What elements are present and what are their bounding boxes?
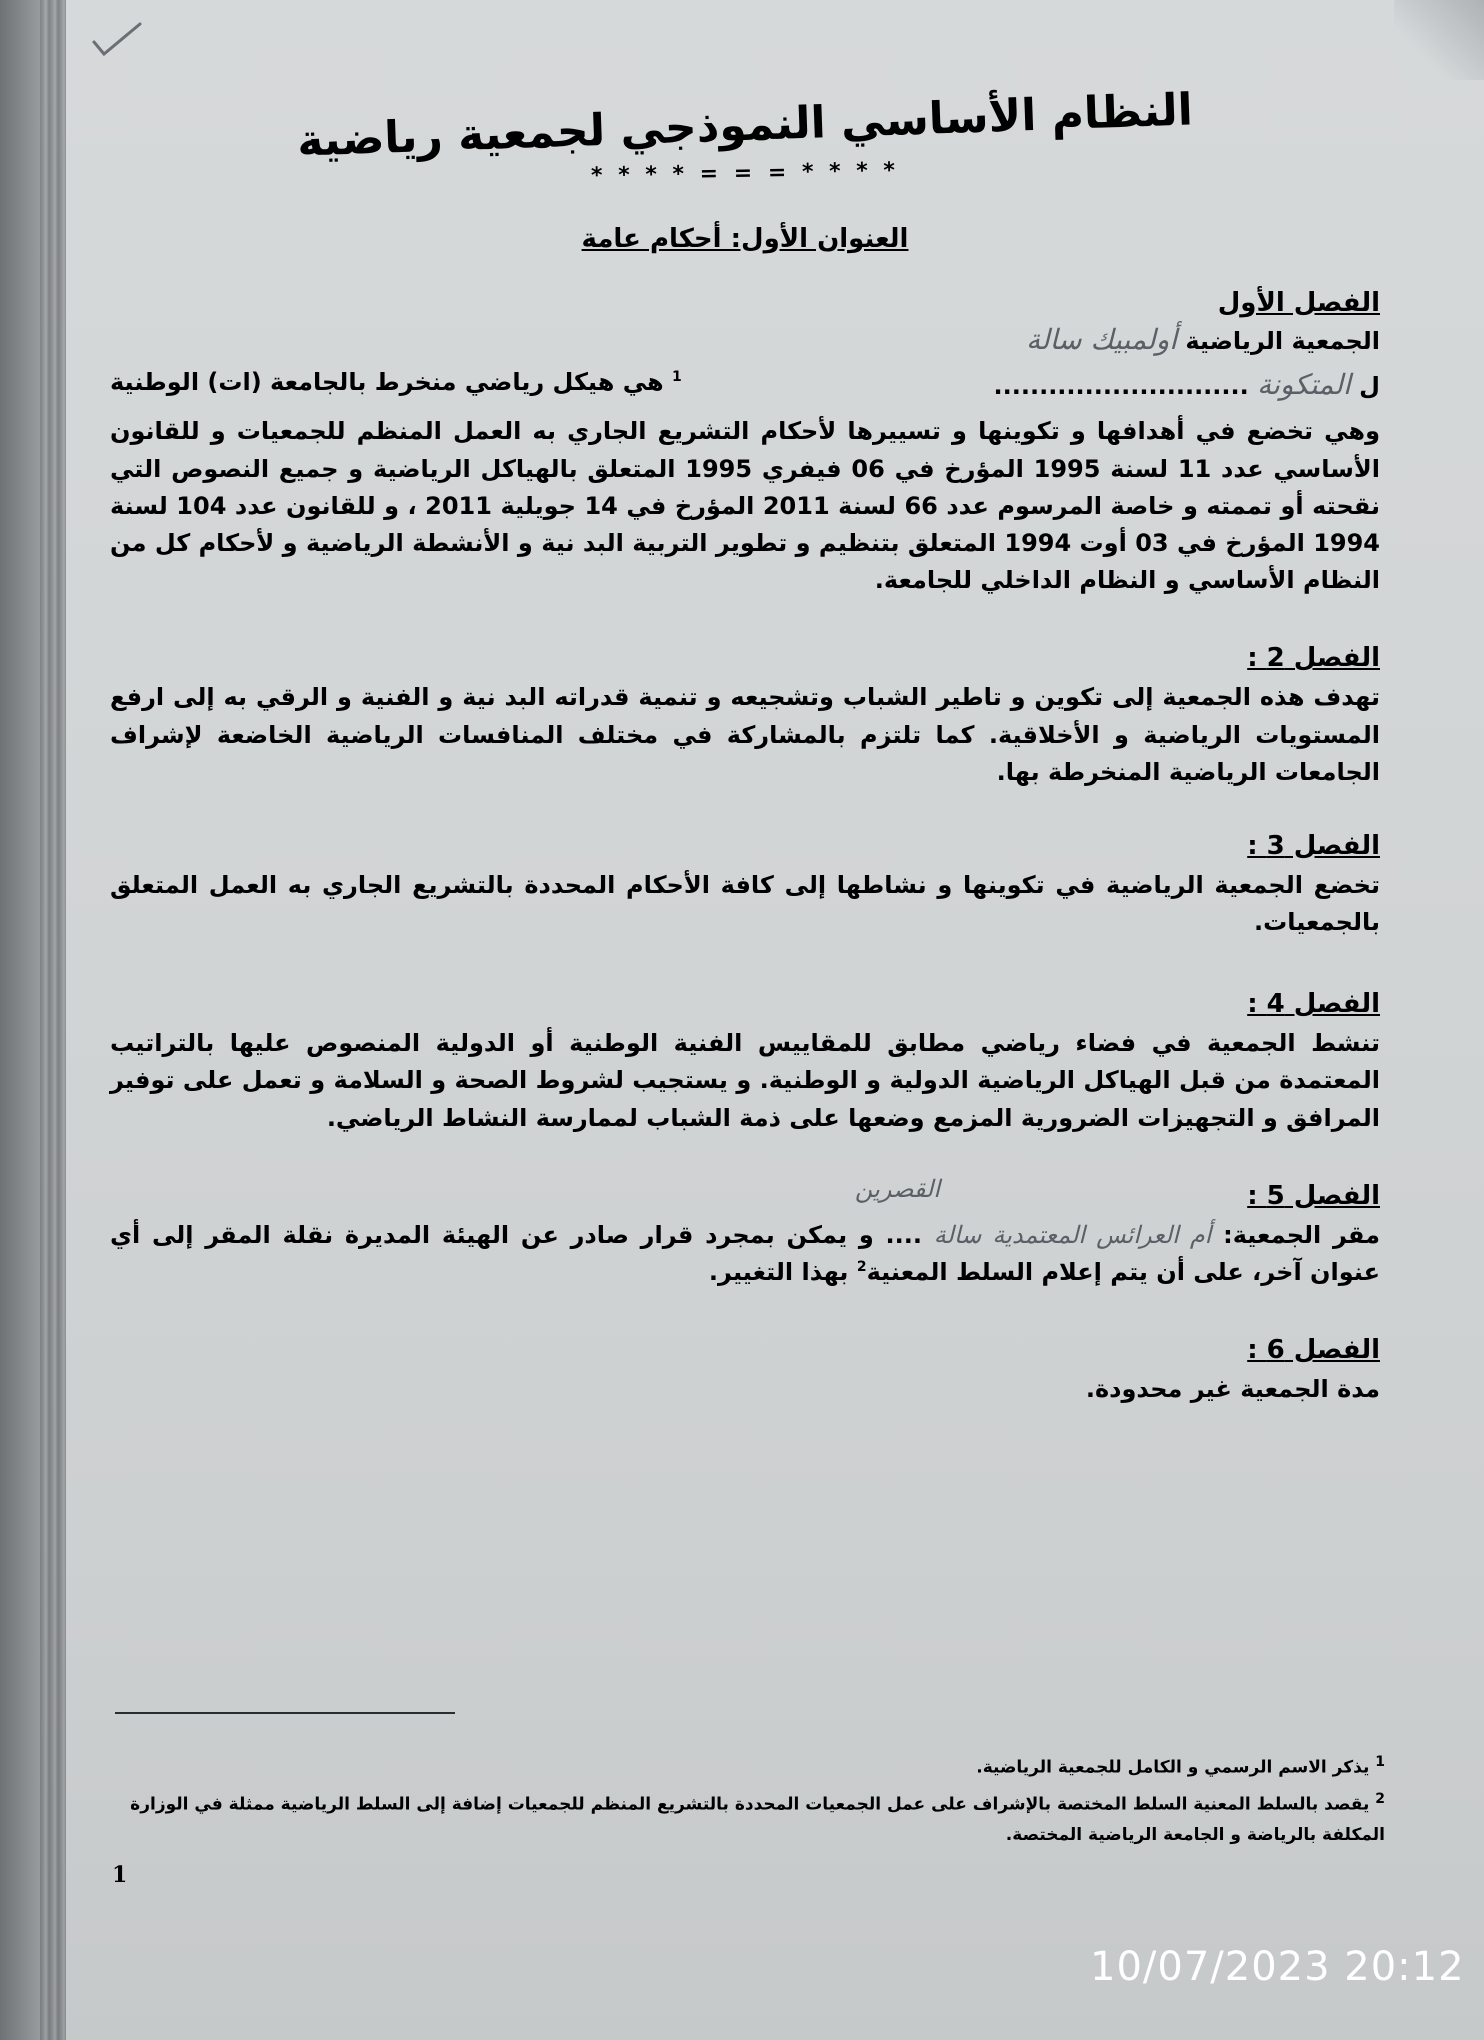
association-label: الجمعية الرياضية bbox=[1185, 326, 1380, 355]
seat-handwritten: أم العرائس المعتمدية سالة bbox=[933, 1220, 1212, 1249]
chapter-5-heading: الفصل 5 : bbox=[1247, 1180, 1380, 1211]
part-heading: العنوان الأول: أحكام عامة bbox=[581, 223, 909, 254]
footnote-2 bbox=[110, 1787, 1385, 1850]
footnote-2-text: يقصد بالسلط المعنية السلط المختصة بالإشراف على عمل الجمعيات المحددة بالتشريع المنظم للجمعيات إضافة إلى السلط الرياضية ممثلة في الوزارة المكلفة بالرياضة و الجامعة الرياضية المختصة. bbox=[130, 1795, 1385, 1845]
chapter-2-heading: الفصل 2 : bbox=[1247, 643, 1380, 674]
seat-text: و يمكن بمجرد قرار صادر عن الهيئة المديرة نقلة المقر إلى أي عنوان آخر، على أن يتم إعلام السلط المعنية bbox=[110, 1220, 1380, 1287]
footnote-mark-1: 1 bbox=[1375, 1754, 1385, 1770]
chapter-3-heading: الفصل 3 : bbox=[1247, 830, 1380, 861]
document-title: النظام الأساسي النموذجي لجمعية رياضية bbox=[296, 84, 1194, 167]
page-number: 1 bbox=[112, 1862, 128, 1888]
chapter-2-body: تهدف هذه الجمعية إلى تكوين و تاطير الشباب وتشجيعه و تنمية قدراته البد نية و الفنية و الرقي به إلى ارفع المستويات الرياضية و الأخلاقية. كما تلتزم بالمشاركة في مختلف المنافسات الرياضية الخاضعة لإشراف الجامعات الرياضية المنخرطة بها. bbox=[110, 683, 1380, 786]
chapter-4-body: تنشط الجمعية في فضاء رياضي مطابق للمقاييس الفنية الوطنية أو الدولية المنصوص عليها بالتراتيب المعتمدة من قبل الهياكل الرياضية الدولية و الوطنية. و يستجيب لشروط الصحة و السلامة و تعمل على توفير المرافق و التجهيزات الضرورية المزمع وضعها على ذمة الشباب لممارسة النشاط الرياضي. bbox=[110, 1029, 1380, 1132]
footnote-divider bbox=[115, 1712, 455, 1714]
fill-dots: ............................ bbox=[993, 371, 1249, 400]
handwritten-fill: المتكونة bbox=[1257, 367, 1351, 401]
footnote-1-text: يذكر الاسم الرسمي و الكامل للجمعية الرياضية. bbox=[976, 1757, 1370, 1778]
seat-label: مقر الجمعية: bbox=[1223, 1220, 1381, 1249]
footnote-ref-1: 1 bbox=[671, 368, 682, 385]
title-separator: * * * * = = = * * * * bbox=[590, 158, 900, 189]
footnote-1 bbox=[110, 1750, 1385, 1783]
line-prefix: ل bbox=[1359, 371, 1380, 400]
chapter-5-heading-row bbox=[110, 1174, 1380, 1211]
handwritten-note: القصرين bbox=[854, 1174, 940, 1203]
chapter-4-heading: الفصل 4 : bbox=[1247, 989, 1380, 1020]
chapter-5-body bbox=[110, 1217, 1380, 1291]
stacked-page-edges bbox=[40, 0, 66, 2040]
fill-dots: .... bbox=[885, 1220, 922, 1249]
chapter-1-structure-line bbox=[110, 363, 1380, 408]
chapter-6-body: مدة الجمعية غير محدودة. bbox=[1085, 1375, 1380, 1404]
footnote-ref-2: 2 bbox=[856, 1259, 867, 1276]
chapter-3-body: تخضع الجمعية الرياضية في تكوينها و نشاطها إلى كافة الأحكام المحددة بالتشريع الجاري به العمل المتعلق بالجمعيات. bbox=[110, 870, 1380, 937]
chapter-6-heading: الفصل 6 : bbox=[1247, 1335, 1380, 1366]
footnote-mark-2: 2 bbox=[1375, 1791, 1385, 1808]
association-name-handwritten: أولمبيك سالة bbox=[1026, 322, 1178, 356]
structure-text: هي هيكل رياضي منخرط بالجامعة (ات) الوطنية bbox=[110, 367, 664, 396]
chapter-1-body: وهي تخضع في أهدافها و تكوينها و تسييرها لأحكام التشريع الجاري به العمل المنظم للجمعيات و للقانون الأساسي عدد 11 لسنة 1995 المؤرخ في 06 فيفري 1995 المتعلق بالهياكل الرياضية و جميع النصوص التي نقحته أو تممته و خاصة المرسوم عدد 66 لسنة 2011 المؤرخ في 14 جويلية 2011 ، و للقانون عدد 104 لسنة 1994 المؤرخ في 03 أوت 1994 المتعلق بتنظيم و تطوير التربية البد نية و الأنشطة الرياضية و لأحكام كل من النظام الأساسي و النظام الداخلي للجامعة. bbox=[110, 417, 1381, 595]
pen-mark-icon bbox=[90, 20, 146, 60]
chapter-1-association-line bbox=[110, 318, 1380, 363]
document-body bbox=[110, 84, 1381, 1408]
photo-timestamp: 10/07/2023 20:12 bbox=[1090, 1944, 1465, 1990]
chapter-1-heading: الفصل الأول bbox=[1217, 287, 1380, 318]
page-corner bbox=[1394, 0, 1484, 80]
footnotes bbox=[110, 1750, 1385, 1851]
seat-text-end: بهذا التغيير. bbox=[708, 1258, 849, 1287]
